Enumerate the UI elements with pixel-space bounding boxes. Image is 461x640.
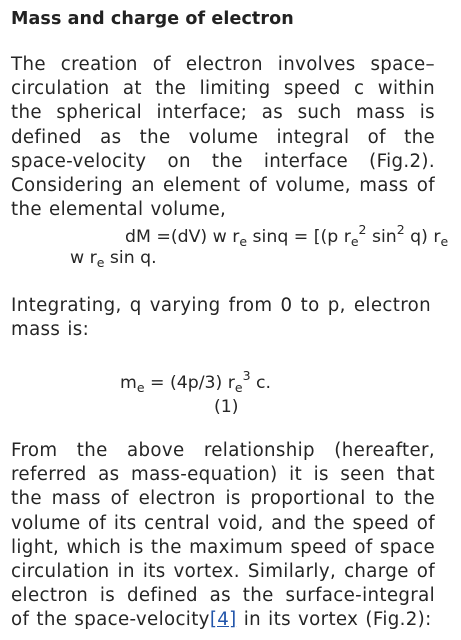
eq1-sub-b: e bbox=[350, 234, 359, 249]
eq1-sub-d: e bbox=[440, 234, 449, 249]
paragraph-mass-equation bbox=[11, 439, 435, 633]
eq1-line2-sub: e bbox=[96, 255, 105, 270]
eq1-part-c: sin bbox=[366, 227, 397, 247]
eq2-sub-b: e bbox=[234, 380, 243, 395]
equation-number: (1) bbox=[214, 397, 239, 417]
eq2-part-b: = (4p/3) r bbox=[144, 373, 235, 393]
paragraph-mass-equation-tail: in its vortex (Fig.2): bbox=[236, 609, 432, 631]
eq1-part-d: q) r bbox=[404, 227, 441, 247]
equation-elemental-mass bbox=[125, 222, 448, 249]
paragraph-mass-equation-text: From the above relationship (hereafter, referred as mass-equation) it is seen that the mass of electron is proportional to the volume of its central void, and the speed of light, which is the maximum speed of space circulation in its vortex. Similarly, charge of electron is defined as the surface-integral of the space-velocity bbox=[11, 440, 435, 631]
paragraph-mass-definition: The creation of electron involves space–circulation at the limiting speed c within the spherical interface; as such mass is defined as the volume integral of the space-velocity on the interface (Fig.2). Considering an element of volume, mass of the elemental volume, bbox=[11, 54, 435, 221]
eq1-line2-part-a: w r bbox=[70, 248, 97, 268]
eq1-sub-a: e bbox=[239, 234, 248, 249]
equation-elemental-mass-continued bbox=[70, 248, 157, 270]
eq2-part-a: m bbox=[120, 373, 137, 393]
equation-electron-mass bbox=[120, 368, 271, 395]
eq1-line2-part-b: sin q. bbox=[104, 248, 157, 268]
eq1-sup-b: 2 bbox=[358, 222, 367, 237]
eq1-part-a: dM =(dV) w r bbox=[125, 227, 240, 247]
eq1-sup-c: 2 bbox=[396, 222, 405, 237]
eq1-part-b: sinq = [(p r bbox=[247, 227, 351, 247]
reference-link-4[interactable]: [4] bbox=[209, 609, 237, 631]
eq2-part-c: c. bbox=[250, 373, 272, 393]
paragraph-integrating: Integrating, q varying from 0 to p, electron mass is: bbox=[11, 295, 431, 341]
eq2-sub-a: e bbox=[136, 380, 145, 395]
section-heading: Mass and charge of electron bbox=[11, 9, 294, 29]
eq2-sup-b: 3 bbox=[242, 368, 251, 383]
